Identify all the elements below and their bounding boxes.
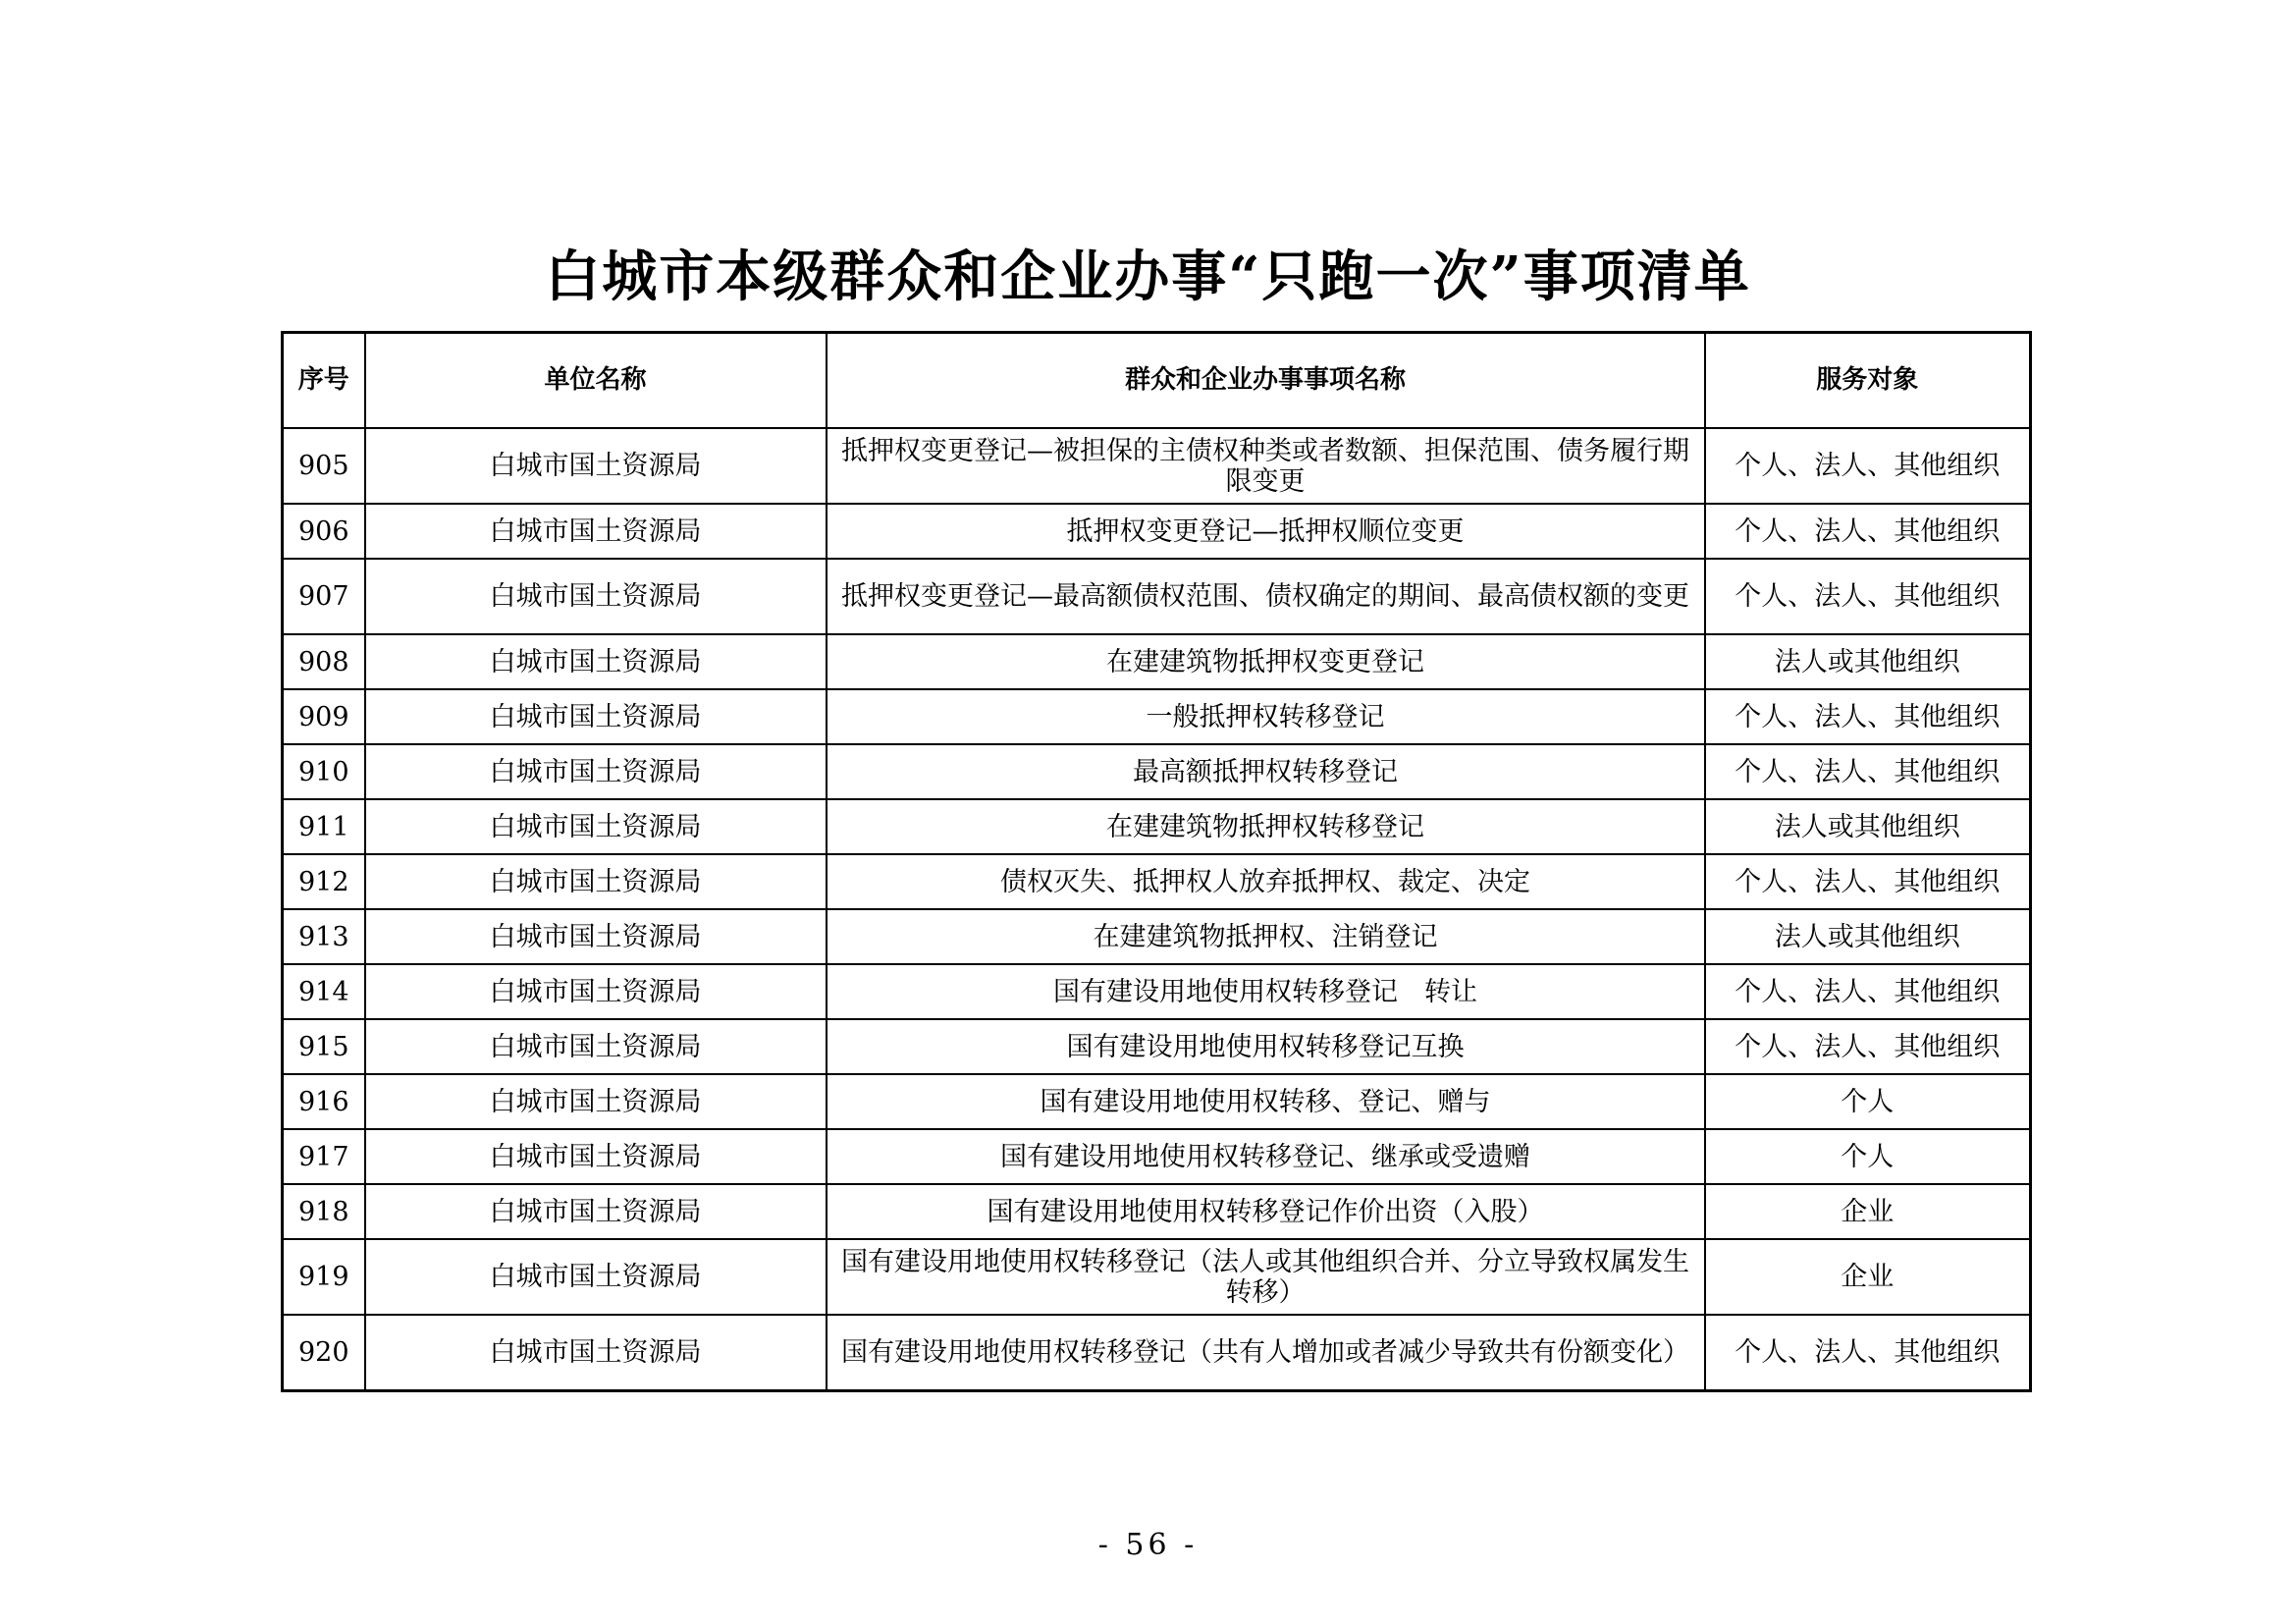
- row-seq: 912: [283, 854, 365, 909]
- page-number: - 56 -: [1097, 1528, 1199, 1562]
- table-row: [283, 1239, 2031, 1315]
- row-target: 个人、法人、其他组织: [1705, 1315, 2031, 1391]
- row-item: 国有建设用地使用权转移登记互换: [827, 1019, 1705, 1074]
- row-seq: 913: [283, 909, 365, 964]
- row-target: 法人或其他组织: [1705, 799, 2031, 854]
- row-seq: 916: [283, 1074, 365, 1129]
- row-target: 企业: [1705, 1239, 2031, 1315]
- row-item: 国有建设用地使用权转移登记作价出资（入股）: [827, 1184, 1705, 1239]
- row-item: 国有建设用地使用权转移登记（共有人增加或者减少导致共有份额变化）: [827, 1315, 1705, 1391]
- row-item: 最高额抵押权转移登记: [827, 744, 1705, 799]
- row-target: 个人、法人、其他组织: [1705, 744, 2031, 799]
- row-unit: 白城市国土资源局: [365, 1239, 827, 1315]
- row-target: 个人、法人、其他组织: [1705, 428, 2031, 504]
- table-row: [283, 1129, 2031, 1184]
- row-unit: 白城市国土资源局: [365, 799, 827, 854]
- row-unit: 白城市国土资源局: [365, 1315, 827, 1391]
- row-item: 国有建设用地使用权转移登记 转让: [827, 964, 1705, 1019]
- table-row: [283, 1315, 2031, 1391]
- table-row: [283, 1184, 2031, 1239]
- table-row: [283, 964, 2031, 1019]
- row-unit: 白城市国土资源局: [365, 854, 827, 909]
- row-seq: 919: [283, 1239, 365, 1315]
- service-items-table: [281, 331, 2032, 1392]
- row-item: 国有建设用地使用权转移、登记、赠与: [827, 1074, 1705, 1129]
- row-seq: 920: [283, 1315, 365, 1391]
- table-row: [283, 1019, 2031, 1074]
- row-target: 法人或其他组织: [1705, 909, 2031, 964]
- row-item: 在建建筑物抵押权变更登记: [827, 634, 1705, 689]
- row-seq: 908: [283, 634, 365, 689]
- row-item: 抵押权变更登记—最高额债权范围、债权确定的期间、最高债权额的变更: [827, 559, 1705, 634]
- table-row: [283, 634, 2031, 689]
- row-seq: 917: [283, 1129, 365, 1184]
- row-item: 抵押权变更登记—抵押权顺位变更: [827, 504, 1705, 559]
- row-item: 国有建设用地使用权转移登记、继承或受遗赠: [827, 1129, 1705, 1184]
- row-seq: 918: [283, 1184, 365, 1239]
- row-seq: 911: [283, 799, 365, 854]
- row-unit: 白城市国土资源局: [365, 559, 827, 634]
- row-target: 个人: [1705, 1129, 2031, 1184]
- row-seq: 907: [283, 559, 365, 634]
- row-target: 个人、法人、其他组织: [1705, 964, 2031, 1019]
- table-row: [283, 854, 2031, 909]
- header-unit: 单位名称: [365, 333, 827, 429]
- row-item: 在建建筑物抵押权、注销登记: [827, 909, 1705, 964]
- table-row: [283, 909, 2031, 964]
- row-unit: 白城市国土资源局: [365, 909, 827, 964]
- row-unit: 白城市国土资源局: [365, 1019, 827, 1074]
- row-target: 个人、法人、其他组织: [1705, 504, 2031, 559]
- row-seq: 909: [283, 689, 365, 744]
- table-row: [283, 1074, 2031, 1129]
- row-seq: 905: [283, 428, 365, 504]
- table-row: [283, 689, 2031, 744]
- table-row: [283, 799, 2031, 854]
- row-unit: 白城市国土资源局: [365, 1129, 827, 1184]
- table-row: [283, 559, 2031, 634]
- row-item: 一般抵押权转移登记: [827, 689, 1705, 744]
- row-seq: 914: [283, 964, 365, 1019]
- row-unit: 白城市国土资源局: [365, 428, 827, 504]
- row-item: 在建建筑物抵押权转移登记: [827, 799, 1705, 854]
- row-unit: 白城市国土资源局: [365, 504, 827, 559]
- table-row: [283, 744, 2031, 799]
- row-target: 个人、法人、其他组织: [1705, 854, 2031, 909]
- table-row: [283, 504, 2031, 559]
- table-row: [283, 428, 2031, 504]
- row-unit: 白城市国土资源局: [365, 964, 827, 1019]
- header-target: 服务对象: [1705, 333, 2031, 429]
- row-target: 法人或其他组织: [1705, 634, 2031, 689]
- row-target: 企业: [1705, 1184, 2031, 1239]
- row-seq: 915: [283, 1019, 365, 1074]
- table-header-row: [283, 333, 2031, 429]
- header-item: 群众和企业办事事项名称: [827, 333, 1705, 429]
- header-seq: 序号: [283, 333, 365, 429]
- row-item: 抵押权变更登记—被担保的主债权种类或者数额、担保范围、债务履行期限变更: [827, 428, 1705, 504]
- row-target: 个人、法人、其他组织: [1705, 1019, 2031, 1074]
- document-title: 白城市本级群众和企业办事“只跑一次”事项清单: [545, 244, 1751, 309]
- row-item: 国有建设用地使用权转移登记（法人或其他组织合并、分立导致权属发生转移）: [827, 1239, 1705, 1315]
- row-unit: 白城市国土资源局: [365, 744, 827, 799]
- row-seq: 906: [283, 504, 365, 559]
- row-unit: 白城市国土资源局: [365, 1074, 827, 1129]
- row-target: 个人、法人、其他组织: [1705, 689, 2031, 744]
- row-unit: 白城市国土资源局: [365, 689, 827, 744]
- row-unit: 白城市国土资源局: [365, 1184, 827, 1239]
- row-unit: 白城市国土资源局: [365, 634, 827, 689]
- row-seq: 910: [283, 744, 365, 799]
- row-target: 个人、法人、其他组织: [1705, 559, 2031, 634]
- row-target: 个人: [1705, 1074, 2031, 1129]
- row-item: 债权灭失、抵押权人放弃抵押权、裁定、决定: [827, 854, 1705, 909]
